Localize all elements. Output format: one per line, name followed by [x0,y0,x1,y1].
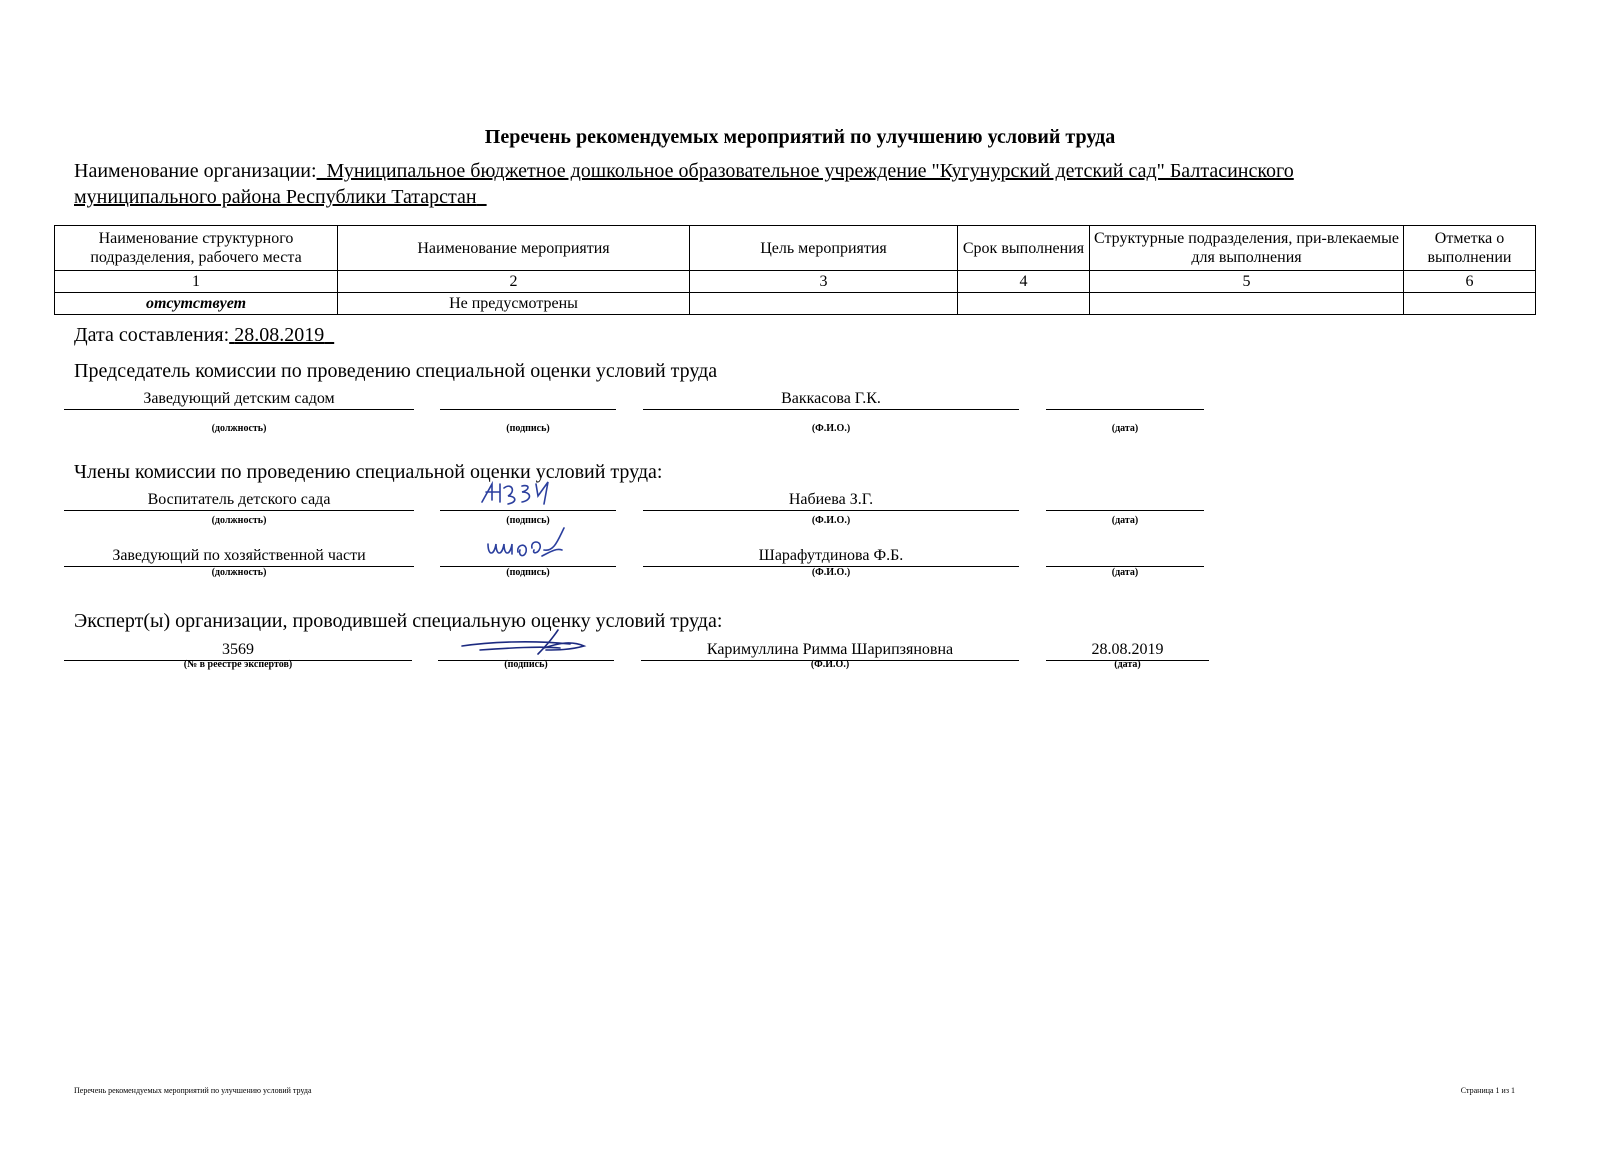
caption-date: (дата) [1111,515,1139,526]
footer-page-number: Страница 1 из 1 [1460,1086,1515,1095]
caption-position: (должность) [211,567,267,578]
table-number-row [55,271,1536,293]
caption-signature: (подпись) [506,567,550,578]
organization-name-1: Муниципальное бюджетное дошкольное образовательное учреждение "Кугунурский детский сад" Балтасинского [326,160,1294,182]
expert-registry-number: 3569 [64,640,412,661]
chairman-signature-line [440,389,616,410]
chairman-name: Ваккасова Г.К. [643,389,1019,410]
expert-name: Каримуллина Римма Шарипзяновна [641,640,1019,661]
measures-table [54,225,1536,315]
table-row [55,293,1536,315]
member-2-name: Шарафутдинова Ф.Б. [643,546,1019,567]
caption-fio: (Ф.И.О.) [810,659,850,670]
table-header-cell: Наименование структурного подразделения, рабочего места [55,226,338,271]
table-cell-workplace: отсутствует [55,293,338,315]
date-compiled-value: 28.08.2019 [234,324,325,346]
member-1-position: Воспитатель детского сада [64,490,414,511]
date-compiled-label: Дата составления: [74,324,230,346]
table-header-row [55,226,1536,271]
table-header-cell: Отметка о выполнении [1404,226,1536,271]
table-number-cell: 3 [690,271,958,293]
table-number-cell: 1 [55,271,338,293]
chairman-heading: Председатель комиссии по проведению специальной оценки условий труда [74,360,718,382]
member-2-signature [484,526,584,562]
table-number-cell: 6 [1404,271,1536,293]
caption-fio: (Ф.И.О.) [811,515,851,526]
caption-fio: (Ф.И.О.) [811,423,851,434]
member-1-signature [478,478,558,508]
table-header-cell: Наименование мероприятия [338,226,690,271]
table-cell-deadline [958,293,1090,315]
table-cell-departments [1090,293,1404,315]
chairman-position: Заведующий детским садом [64,389,414,410]
organization-label: Наименование организации: [74,160,317,182]
table-header-cell: Срок выполнения [958,226,1090,271]
footer-document-title: Перечень рекомендуемых мероприятий по улучшению условий труда [74,1086,312,1095]
organization-name-2: муниципального района Республики Татарстан [74,186,477,208]
table-header-cell: Цель мероприятия [690,226,958,271]
table-number-cell: 5 [1090,271,1404,293]
member-1-date [1046,490,1204,511]
page-title: Перечень рекомендуемых мероприятий по улучшению условий труда [484,126,1116,148]
organization-line-1 [74,158,1294,184]
member-2-date [1046,546,1204,567]
table-header-cell: Структурные подразделения, при-влекаемые для выполнения [1090,226,1404,271]
caption-signature: (подпись) [506,515,550,526]
date-compiled [74,322,334,348]
table-cell-mark [1404,293,1536,315]
chairman-date [1046,389,1204,410]
caption-date: (дата) [1111,423,1139,434]
member-2-position: Заведующий по хозяйственной части [64,546,414,567]
caption-position: (должность) [211,423,267,434]
table-number-cell: 2 [338,271,690,293]
caption-signature: (подпись) [506,423,550,434]
members-heading: Члены комиссии по проведению специальной оценки условий труда: [74,461,663,483]
caption-date: (дата) [1111,567,1139,578]
table-number-cell: 4 [958,271,1090,293]
experts-heading: Эксперт(ы) организации, проводившей специальную оценку условий труда: [74,610,723,632]
expert-signature [460,628,590,658]
caption-signature: (подпись) [504,659,548,670]
expert-date: 28.08.2019 [1046,640,1209,661]
caption-position: (должность) [211,515,267,526]
caption-date: (дата) [1114,659,1141,670]
table-cell-measure: Не предусмотрены [338,293,690,315]
member-1-name: Набиева З.Г. [643,490,1019,511]
caption-fio: (Ф.И.О.) [811,567,851,578]
organization-line-2 [74,184,487,210]
caption-registry: (№ в реестре экспертов) [183,659,293,670]
table-cell-goal [690,293,958,315]
